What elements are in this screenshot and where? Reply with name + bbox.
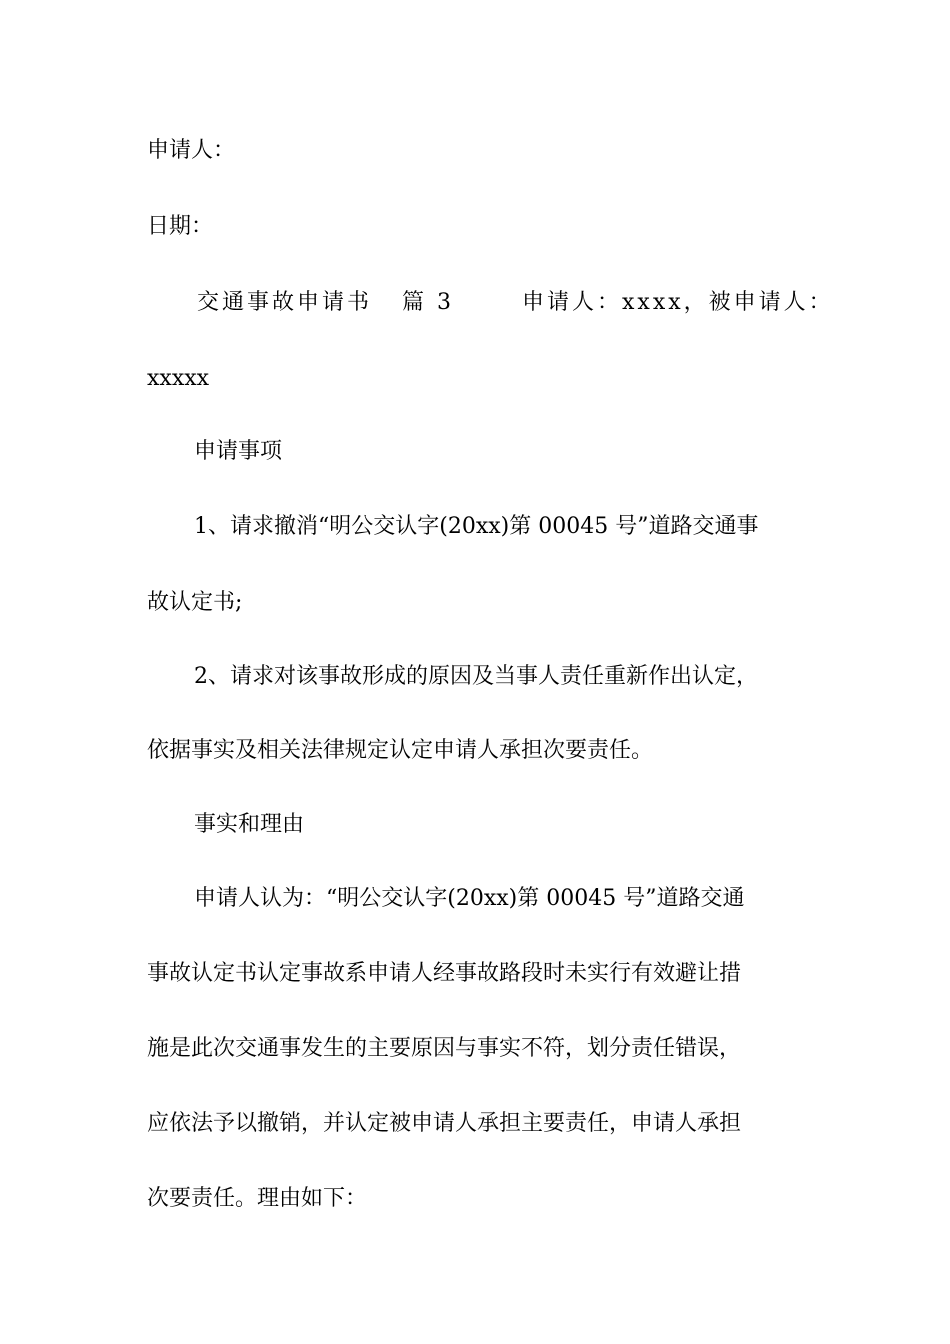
requests-heading: 申请事项 xyxy=(194,439,283,464)
request-1-line-1: 1、请求撤消“明公交认字(20xx)第 00045 号”道路交通事 xyxy=(194,514,759,539)
request-2-line-2: 依据事实及相关法律规定认定申请人承担次要责任。 xyxy=(147,738,654,763)
facts-line: 应依法予以撤销，并认定被申请人承担主要责任，申请人承担 xyxy=(147,1111,742,1136)
section-title: 交通事故申请书 xyxy=(197,290,373,315)
facts-line: 施是此次交通事发生的主要原因与事实不符，划分责任错误， xyxy=(147,1036,742,1061)
date-label: 日期： xyxy=(147,214,214,239)
applicant-signature-label: 申请人： xyxy=(147,138,236,163)
request-1-line-2: 故认定书; xyxy=(147,590,243,615)
facts-heading: 事实和理由 xyxy=(194,812,305,837)
facts-line: 事故认定书认定事故系申请人经事故路段时未实行有效避让措 xyxy=(147,961,742,986)
request-2-line-1: 2、请求对该事故形成的原因及当事人责任重新作出认定， xyxy=(194,664,758,689)
section-applicant: 申请人：xxxx，被申请人： xyxy=(522,290,834,315)
section-heading xyxy=(197,288,834,318)
section-part: 篇 3 xyxy=(402,290,455,315)
facts-line: 申请人认为：“明公交认字(20xx)第 00045 号”道路交通 xyxy=(194,886,745,911)
respondent-continuation: xxxxx xyxy=(147,366,210,391)
facts-line: 次要责任。理由如下： xyxy=(147,1186,368,1211)
